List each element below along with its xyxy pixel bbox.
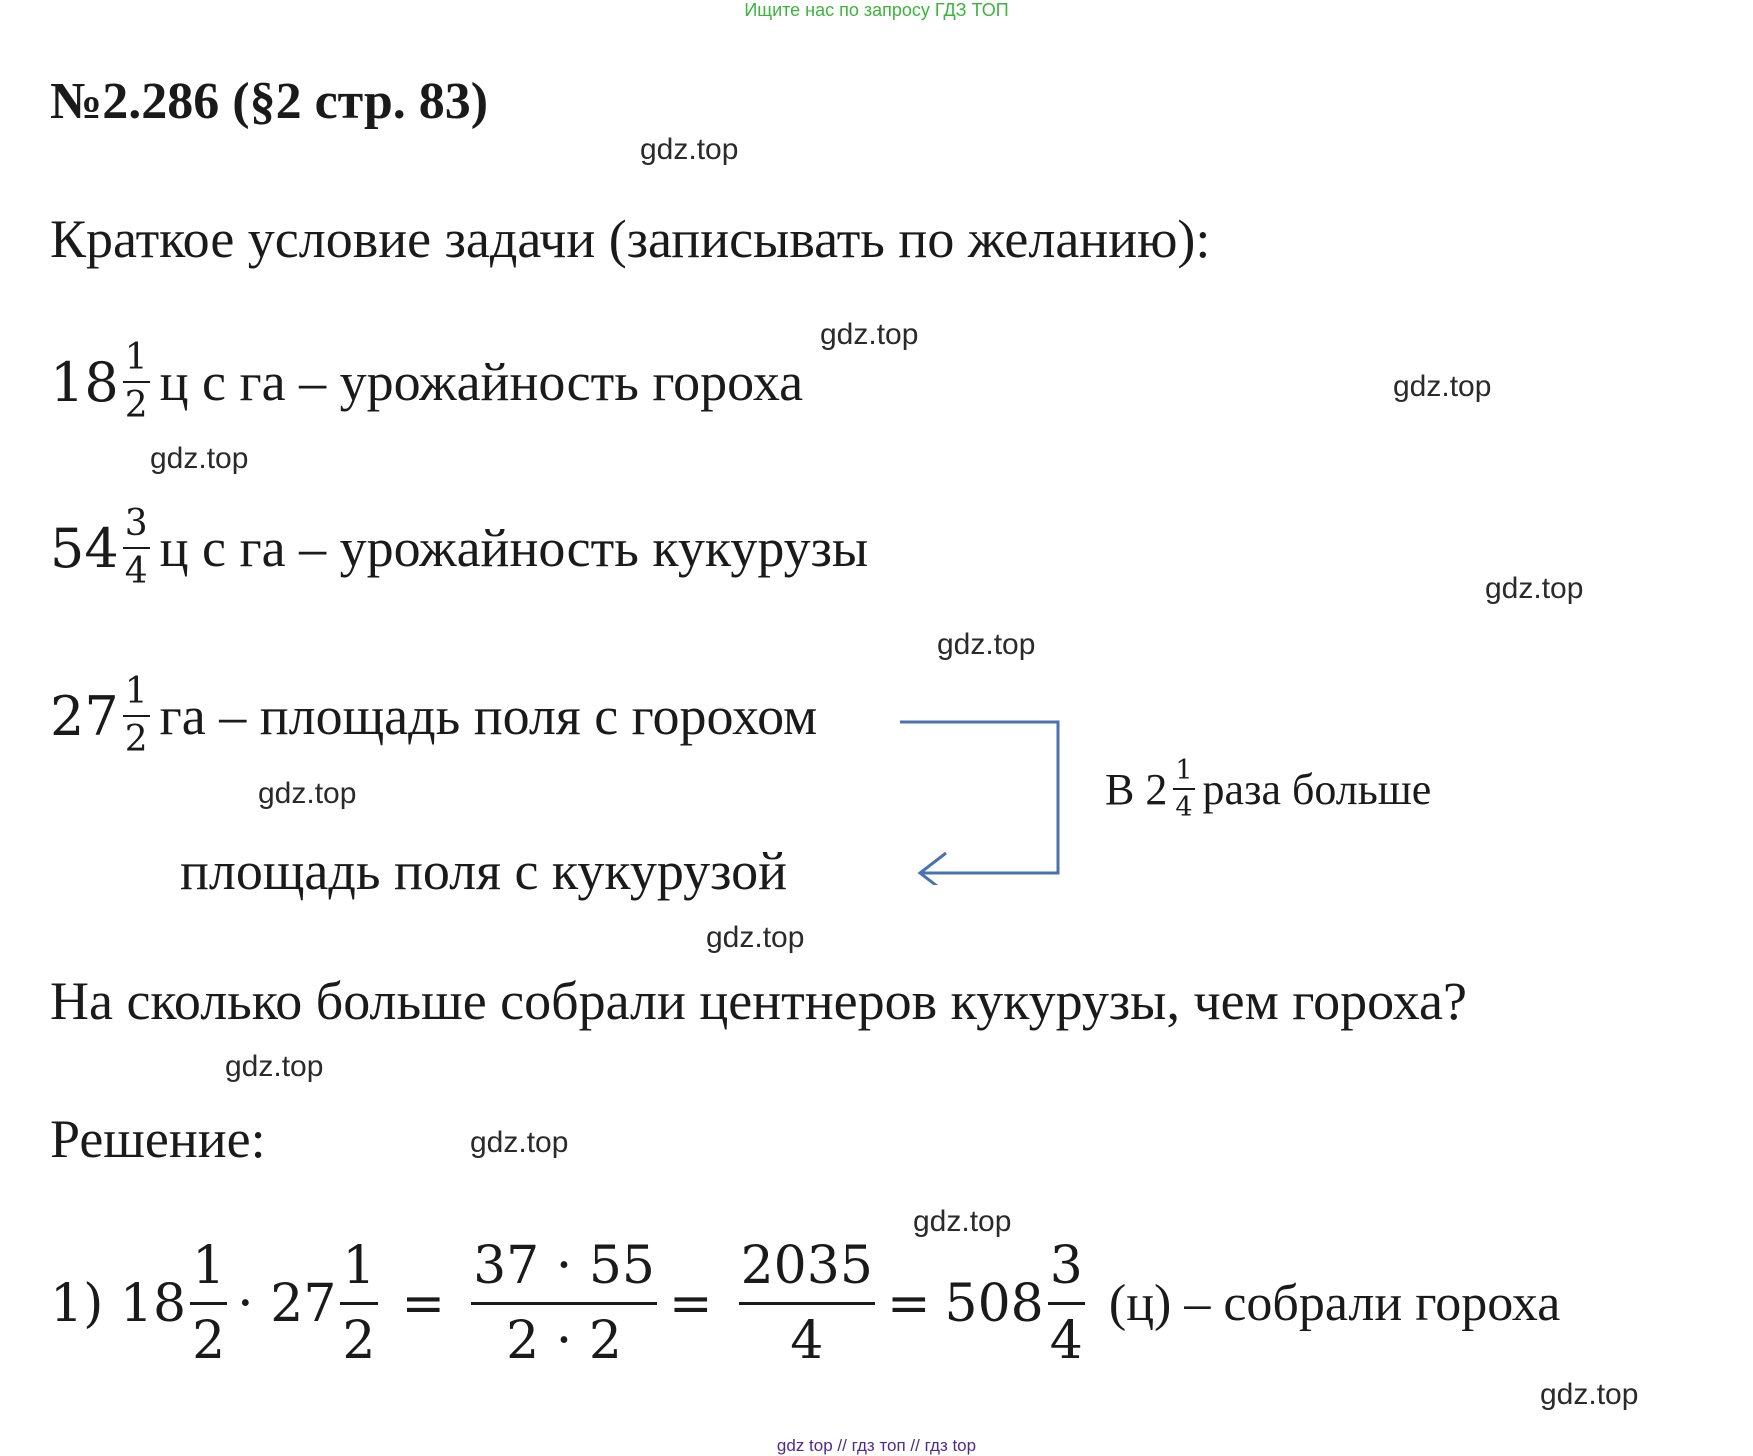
given-corn-yield (50, 503, 869, 592)
equals-sign: = (669, 1273, 713, 1334)
fraction-denominator: 2 (192, 1311, 226, 1371)
condition-heading-text: Краткое условие задачи (записывать по желанию): (50, 209, 1211, 269)
corn-field-label (180, 840, 787, 902)
fraction (123, 671, 150, 760)
fraction-bar (1048, 1302, 1085, 1305)
header-banner: Ищите нас по запросу ГДЗ ТОП (744, 0, 1009, 20)
mixed-whole: 18 (50, 350, 119, 414)
fraction-numerator: 1 (1175, 755, 1193, 786)
fraction-bar (1173, 788, 1194, 790)
fraction-numerator: 37 · 55 (473, 1236, 656, 1296)
fraction-bar (123, 547, 150, 549)
fraction-numerator: 3 (124, 503, 148, 544)
fraction-numerator: 1 (342, 1236, 376, 1296)
condition-heading (50, 208, 1210, 270)
watermark: gdz.top (258, 777, 357, 810)
question-text: На сколько больше собрали центнеров кукурузы, чем гороха? (50, 971, 1467, 1031)
watermark: gdz.top (225, 1050, 324, 1083)
footer-banner: gdz top // гдз топ // гдз top (776, 1436, 977, 1455)
equals-sign: = (401, 1273, 446, 1334)
ratio-suffix: раза больше (1202, 764, 1432, 814)
fraction (739, 1236, 875, 1371)
fraction-bar (123, 715, 150, 717)
fraction (123, 337, 150, 426)
result-text: (ц) – собрали гороха (1108, 1275, 1561, 1332)
comparison-arrow (890, 705, 1070, 885)
mixed-whole: 27 (50, 684, 119, 748)
watermark: gdz.top (913, 1205, 1012, 1238)
watermark: gdz.top (150, 442, 249, 475)
given-pea-area (50, 671, 818, 760)
ratio-prefix: В 2 (1105, 764, 1168, 814)
fraction-numerator: 3 (1049, 1236, 1083, 1296)
corn-field-text: площадь поля с кукурузой (180, 841, 788, 901)
fraction-bar (123, 381, 150, 383)
fraction-denominator: 4 (790, 1311, 824, 1371)
fraction (471, 1236, 657, 1371)
fraction-numerator: 2035 (740, 1236, 873, 1296)
result-whole: 508 (944, 1273, 1044, 1334)
given-text: ц с га – урожайность гороха (159, 352, 804, 412)
solution-step-1 (50, 1236, 1561, 1371)
watermark: gdz.top (820, 318, 919, 351)
fraction-denominator: 4 (1175, 792, 1193, 823)
given-text: га – площадь поля с горохом (159, 686, 818, 746)
fraction (340, 1236, 377, 1371)
fraction-denominator: 2 · 2 (506, 1311, 622, 1371)
fraction-numerator: 1 (124, 337, 148, 378)
watermark: gdz.top (1540, 1378, 1639, 1411)
step-multiplier: · 27 (237, 1273, 337, 1334)
equals-sign: = (886, 1273, 931, 1334)
ratio-label (1105, 757, 1431, 821)
fraction (1173, 757, 1194, 821)
fraction-denominator: 2 (342, 1311, 376, 1371)
solution-heading-text: Решение: (50, 1109, 266, 1169)
fraction-denominator: 2 (124, 719, 148, 760)
watermark: gdz.top (937, 628, 1036, 661)
watermark: gdz.top (706, 921, 805, 954)
fraction-denominator: 4 (124, 551, 148, 592)
step-label: 1) 18 (50, 1273, 187, 1334)
fraction-bar (340, 1302, 377, 1305)
fraction-numerator: 1 (192, 1236, 226, 1296)
given-pea-yield (50, 337, 804, 426)
fraction (1048, 1236, 1085, 1371)
watermark: gdz.top (640, 133, 739, 166)
page-title: №2.286 (§2 стр. 83) (50, 73, 489, 130)
fraction (123, 503, 150, 592)
watermark: gdz.top (1393, 370, 1492, 403)
solution-heading (50, 1108, 266, 1170)
watermark: gdz.top (1485, 572, 1584, 605)
fraction-denominator: 4 (1049, 1311, 1083, 1371)
given-text: ц с га – урожайность кукурузы (159, 518, 869, 578)
fraction-denominator: 2 (124, 385, 148, 426)
question (50, 970, 1467, 1032)
fraction-bar (190, 1302, 227, 1305)
watermark: gdz.top (470, 1126, 569, 1159)
fraction-bar (739, 1302, 875, 1305)
fraction-numerator: 1 (124, 671, 148, 712)
fraction (190, 1236, 227, 1371)
mixed-whole: 54 (50, 516, 119, 580)
fraction-bar (471, 1302, 657, 1305)
